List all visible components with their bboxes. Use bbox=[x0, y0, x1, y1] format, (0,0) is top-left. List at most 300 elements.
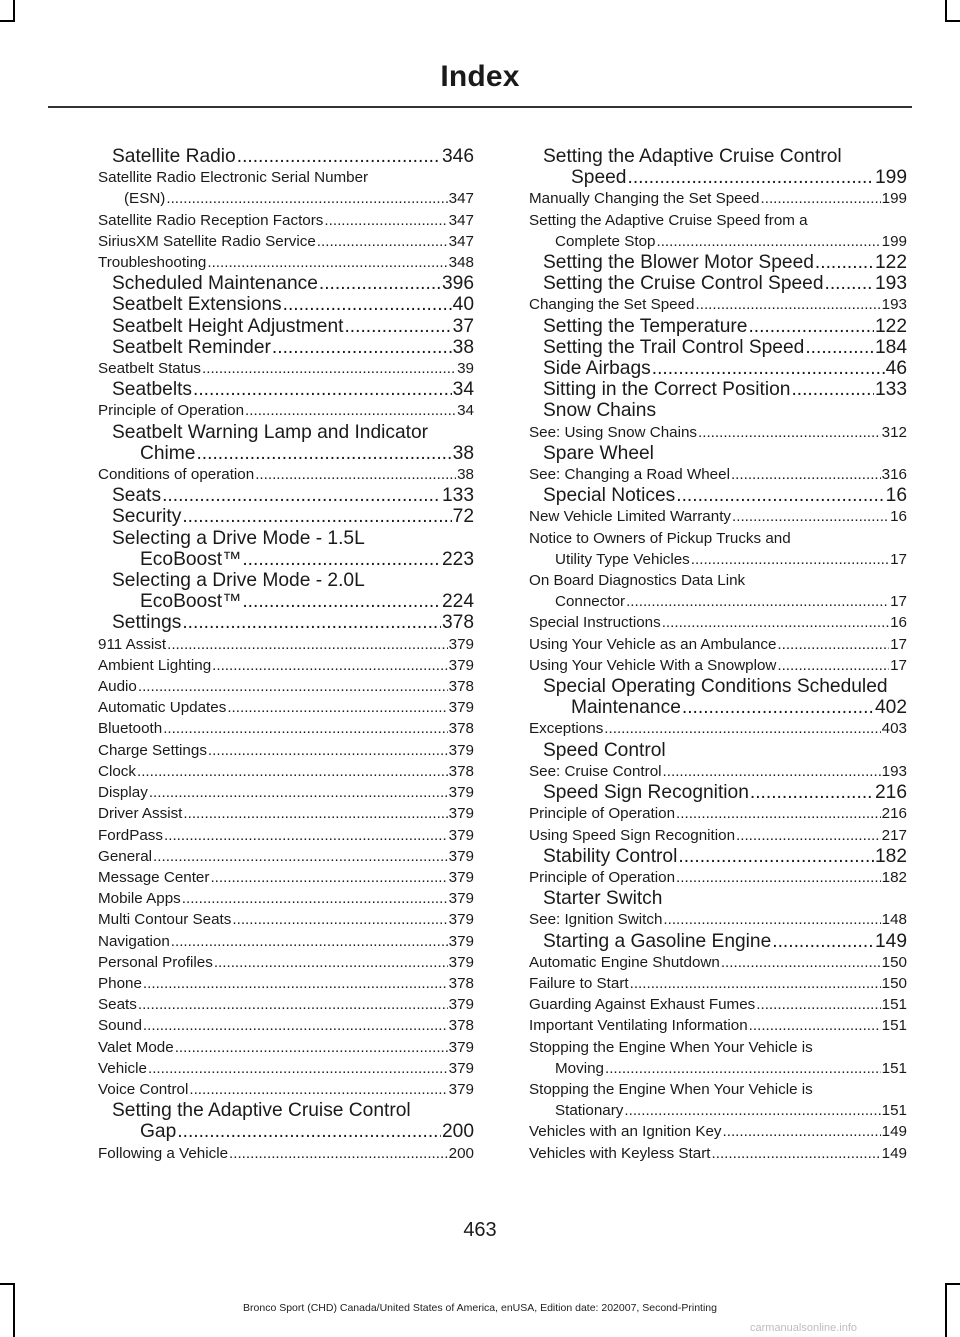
dot-leader bbox=[177, 1121, 441, 1142]
index-entry bbox=[84, 422, 474, 464]
index-column-right bbox=[515, 146, 907, 1164]
entry-page-number: 133 bbox=[874, 379, 907, 401]
dot-leader bbox=[283, 294, 452, 315]
entry-page-number: 379 bbox=[448, 1059, 474, 1077]
entry-text: Display bbox=[98, 784, 148, 802]
index-subentry bbox=[515, 528, 907, 570]
entry-text-continued: (ESN) bbox=[124, 190, 166, 208]
dot-leader bbox=[171, 931, 448, 952]
edition-footer: Bronco Sport (CHD) Canada/United States of America, enUSA, Edition date: 202007, Second-Printing bbox=[243, 1302, 717, 1314]
entry-text: On Board Diagnostics Data Link bbox=[529, 572, 746, 590]
entry-text: Stability Control bbox=[543, 845, 678, 867]
entry-page-number: 379 bbox=[448, 847, 474, 865]
index-entry bbox=[515, 846, 907, 867]
index-entry bbox=[515, 252, 907, 273]
entry-page-number: 223 bbox=[441, 548, 474, 570]
entry-page-number: 402 bbox=[874, 697, 907, 719]
dot-leader bbox=[736, 825, 881, 846]
dot-leader bbox=[183, 803, 447, 824]
entry-page-number: 193 bbox=[874, 273, 907, 295]
entry-text: Personal Profiles bbox=[98, 953, 213, 971]
entry-text: Satellite Radio bbox=[112, 146, 236, 167]
entry-text: Side Airbags bbox=[543, 358, 651, 380]
index-subentry bbox=[84, 909, 474, 930]
dot-leader bbox=[721, 952, 881, 973]
entry-page-number: 378 bbox=[448, 762, 474, 780]
entry-page-number: 72 bbox=[452, 506, 474, 528]
entry-page-number: 199 bbox=[881, 190, 907, 208]
entry-page-number: 379 bbox=[448, 953, 474, 971]
crop-mark-top-right-h bbox=[945, 20, 960, 22]
index-subentry bbox=[84, 655, 474, 676]
dot-leader bbox=[237, 146, 441, 167]
index-subentry bbox=[515, 188, 907, 209]
dot-leader bbox=[242, 549, 441, 570]
entry-page-number: 348 bbox=[448, 254, 474, 272]
entry-page-number: 149 bbox=[881, 1123, 907, 1141]
index-entry bbox=[84, 528, 474, 570]
page-number: 463 bbox=[463, 1219, 497, 1241]
index-subentry bbox=[84, 740, 474, 761]
entry-text: Failure to Start bbox=[529, 974, 629, 992]
entry-page-number: 379 bbox=[448, 784, 474, 802]
dot-leader bbox=[652, 358, 885, 379]
entry-text: Manually Changing the Set Speed bbox=[529, 190, 760, 208]
index-subentry bbox=[515, 994, 907, 1015]
entry-text: See: Using Snow Chains bbox=[529, 423, 697, 441]
entry-text: Message Center bbox=[98, 868, 210, 886]
index-entry bbox=[84, 612, 474, 633]
entry-text: Guarding Against Exhaust Fumes bbox=[529, 996, 756, 1014]
entry-text: 911 Assist bbox=[98, 635, 167, 653]
entry-page-number: 38 bbox=[457, 466, 474, 484]
entry-text-continued: Chime bbox=[140, 442, 196, 464]
entry-page-number: 378 bbox=[448, 1017, 474, 1035]
dot-leader bbox=[167, 634, 448, 655]
dot-leader bbox=[317, 231, 448, 252]
index-subentry bbox=[84, 252, 474, 273]
watermark: carmanualsonline.info bbox=[750, 1322, 858, 1334]
entry-text: Seats bbox=[112, 485, 162, 507]
entry-text: Charge Settings bbox=[98, 741, 207, 759]
dot-leader bbox=[605, 1058, 881, 1079]
entry-text: Exceptions bbox=[529, 720, 604, 738]
index-subentry bbox=[515, 761, 907, 782]
index-subentry bbox=[515, 1143, 907, 1164]
dot-leader bbox=[207, 252, 447, 273]
index-subentry bbox=[84, 1058, 474, 1079]
header-rule bbox=[48, 106, 912, 108]
entry-page-number: 17 bbox=[890, 593, 907, 611]
entry-text: Setting the Adaptive Cruise Speed from a bbox=[529, 211, 808, 229]
crop-mark-bottom-left-h bbox=[0, 1283, 15, 1285]
index-entry bbox=[84, 379, 474, 400]
index-subentry bbox=[84, 634, 474, 655]
entry-text: Setting the Trail Control Speed bbox=[543, 336, 805, 358]
dot-leader bbox=[676, 485, 884, 506]
dot-leader bbox=[196, 443, 451, 464]
entry-text: Principle of Operation bbox=[529, 805, 676, 823]
dot-leader bbox=[227, 697, 447, 718]
dot-leader bbox=[182, 888, 448, 909]
entry-page-number: 182 bbox=[881, 868, 907, 886]
index-subentry bbox=[515, 803, 907, 824]
entry-text: Spare Wheel bbox=[543, 442, 654, 464]
index-subentry bbox=[515, 655, 907, 676]
entry-text: Stopping the Engine When Your Vehicle is bbox=[529, 1038, 813, 1056]
dot-leader bbox=[324, 210, 447, 231]
entry-text: Seatbelts bbox=[112, 379, 193, 401]
entry-text: Stopping the Engine When Your Vehicle is bbox=[529, 1080, 813, 1098]
index-entry bbox=[84, 294, 474, 315]
dot-leader bbox=[756, 994, 880, 1015]
entry-page-number: 150 bbox=[881, 974, 907, 992]
dot-leader bbox=[148, 1058, 448, 1079]
index-subentry bbox=[515, 612, 907, 633]
index-subentry bbox=[84, 867, 474, 888]
index-subentry bbox=[84, 676, 474, 697]
crop-mark-top-left-h bbox=[0, 20, 15, 22]
entry-text: Security bbox=[112, 506, 182, 528]
entry-page-number: 199 bbox=[881, 232, 907, 250]
dot-leader bbox=[162, 485, 441, 506]
entry-text: Driver Assist bbox=[98, 805, 183, 823]
index-subentry bbox=[84, 825, 474, 846]
dot-leader bbox=[663, 761, 881, 782]
entry-text: Selecting a Drive Mode - 1.5L bbox=[112, 527, 365, 549]
dot-leader bbox=[182, 506, 451, 527]
entry-page-number: 216 bbox=[881, 805, 907, 823]
entry-page-number: 34 bbox=[452, 379, 474, 401]
dot-leader bbox=[698, 422, 881, 443]
dot-leader bbox=[791, 379, 874, 400]
entry-page-number: 396 bbox=[441, 273, 474, 295]
entry-text: Special Instructions bbox=[529, 614, 661, 632]
dot-leader bbox=[691, 549, 889, 570]
entry-text: Seatbelt Status bbox=[98, 360, 202, 378]
entry-page-number: 378 bbox=[448, 720, 474, 738]
dot-leader bbox=[272, 337, 452, 358]
entry-text: Setting the Adaptive Cruise Control bbox=[543, 146, 842, 167]
entry-page-number: 150 bbox=[881, 953, 907, 971]
dot-leader bbox=[138, 676, 448, 697]
dot-leader bbox=[662, 612, 889, 633]
entry-text: See: Cruise Control bbox=[529, 762, 662, 780]
entry-page-number: 151 bbox=[881, 1017, 907, 1035]
entry-text: Speed Sign Recognition bbox=[543, 782, 749, 804]
dot-leader bbox=[210, 867, 447, 888]
dot-leader bbox=[777, 655, 889, 676]
entry-page-number: 379 bbox=[448, 890, 474, 908]
entry-page-number: 347 bbox=[448, 232, 474, 250]
dot-leader bbox=[732, 506, 889, 527]
entry-page-number: 378 bbox=[448, 974, 474, 992]
dot-leader bbox=[750, 782, 874, 803]
entry-text: Seatbelt Height Adjustment bbox=[112, 315, 344, 337]
entry-page-number: 200 bbox=[448, 1144, 474, 1162]
index-entry bbox=[84, 506, 474, 527]
entry-page-number: 200 bbox=[441, 1121, 474, 1143]
entry-page-number: 39 bbox=[457, 360, 474, 378]
entry-page-number: 379 bbox=[448, 826, 474, 844]
dot-leader bbox=[678, 846, 874, 867]
index-entry bbox=[515, 400, 907, 421]
entry-text: Mobile Apps bbox=[98, 890, 181, 908]
entry-text: Automatic Updates bbox=[98, 699, 227, 717]
index-column-left bbox=[84, 146, 474, 1164]
index-entry bbox=[84, 316, 474, 337]
index-subentry bbox=[515, 634, 907, 655]
entry-text: Sound bbox=[98, 1017, 142, 1035]
dot-leader bbox=[202, 358, 456, 379]
entry-text: FordPass bbox=[98, 826, 163, 844]
entry-page-number: 151 bbox=[881, 1059, 907, 1077]
dot-leader bbox=[182, 612, 441, 633]
index-subentry bbox=[515, 1015, 907, 1036]
entry-page-number: 16 bbox=[890, 508, 907, 526]
entry-text: See: Ignition Switch bbox=[529, 911, 663, 929]
dot-leader bbox=[175, 1037, 448, 1058]
entry-text: Special Operating Conditions Scheduled bbox=[543, 676, 888, 698]
index-entry bbox=[515, 676, 907, 718]
entry-text: Notice to Owners of Pickup Trucks and bbox=[529, 529, 791, 547]
entry-text: Setting the Cruise Control Speed bbox=[543, 273, 824, 295]
entry-text: Troubleshooting bbox=[98, 254, 207, 272]
entry-text: See: Changing a Road Wheel bbox=[529, 466, 730, 484]
entry-text: Vehicles with an Ignition Key bbox=[529, 1123, 722, 1141]
entry-text: General bbox=[98, 847, 153, 865]
index-entry bbox=[515, 273, 907, 294]
entry-text: Multi Contour Seats bbox=[98, 911, 232, 929]
index-subentry bbox=[515, 1037, 907, 1079]
index-subentry bbox=[84, 358, 474, 379]
dot-leader bbox=[805, 337, 874, 358]
entry-page-number: 122 bbox=[874, 315, 907, 337]
index-entry bbox=[84, 1100, 474, 1142]
entry-text: Scheduled Maintenance bbox=[112, 273, 318, 295]
dot-leader bbox=[193, 379, 452, 400]
entry-page-number: 216 bbox=[874, 782, 907, 804]
index-subentry bbox=[84, 846, 474, 867]
entry-page-number: 312 bbox=[881, 423, 907, 441]
index-subentry bbox=[515, 973, 907, 994]
entry-text: Clock bbox=[98, 762, 136, 780]
dot-leader bbox=[723, 1121, 881, 1142]
index-entry bbox=[515, 316, 907, 337]
index-subentry bbox=[84, 231, 474, 252]
entry-text: Voice Control bbox=[98, 1080, 189, 1098]
index-subentry bbox=[84, 718, 474, 739]
dot-leader bbox=[696, 294, 881, 315]
entry-page-number: 17 bbox=[890, 635, 907, 653]
index-subentry bbox=[84, 803, 474, 824]
entry-page-number: 224 bbox=[441, 591, 474, 613]
index-subentry bbox=[84, 888, 474, 909]
entry-page-number: 184 bbox=[874, 336, 907, 358]
dot-leader bbox=[712, 1143, 881, 1164]
entry-text: Starter Switch bbox=[543, 888, 663, 910]
dot-leader bbox=[138, 994, 448, 1015]
entry-text: Vehicle bbox=[98, 1059, 147, 1077]
index-subentry bbox=[84, 400, 474, 421]
entry-page-number: 149 bbox=[874, 930, 907, 952]
dot-leader bbox=[189, 1079, 447, 1100]
entry-text: Using Your Vehicle as an Ambulance bbox=[529, 635, 777, 653]
entry-text: New Vehicle Limited Warranty bbox=[529, 508, 732, 526]
entry-page-number: 346 bbox=[441, 146, 474, 167]
entry-page-number: 199 bbox=[874, 167, 907, 189]
dot-leader bbox=[825, 273, 874, 294]
entry-text-continued: Moving bbox=[555, 1059, 604, 1077]
index-entry bbox=[515, 358, 907, 379]
index-entry bbox=[515, 379, 907, 400]
entry-page-number: 379 bbox=[448, 699, 474, 717]
index-subentry bbox=[515, 825, 907, 846]
index-subentry bbox=[84, 994, 474, 1015]
index-entry bbox=[84, 570, 474, 612]
index-subentry bbox=[515, 570, 907, 612]
page-title: Index bbox=[440, 60, 520, 93]
index-entry bbox=[515, 782, 907, 803]
entry-text: Ambient Lighting bbox=[98, 656, 212, 674]
entry-page-number: 379 bbox=[448, 741, 474, 759]
index-subentry bbox=[515, 294, 907, 315]
dot-leader bbox=[815, 252, 874, 273]
dot-leader bbox=[656, 231, 880, 252]
dot-leader bbox=[604, 718, 880, 739]
index-subentry bbox=[84, 167, 474, 209]
entry-page-number: 379 bbox=[448, 1080, 474, 1098]
index-subentry bbox=[515, 1079, 907, 1121]
entry-text: Navigation bbox=[98, 932, 170, 950]
dot-leader bbox=[682, 697, 874, 718]
index-subentry bbox=[515, 464, 907, 485]
entry-text: Important Ventilating Information bbox=[529, 1017, 748, 1035]
index-subentry bbox=[84, 1015, 474, 1036]
dot-leader bbox=[137, 761, 448, 782]
dot-leader bbox=[164, 825, 448, 846]
dot-leader bbox=[143, 973, 448, 994]
index-entry bbox=[84, 273, 474, 294]
index-subentry bbox=[515, 210, 907, 252]
dot-leader bbox=[748, 316, 874, 337]
entry-page-number: 378 bbox=[441, 612, 474, 634]
index-subentry bbox=[84, 931, 474, 952]
entry-page-number: 379 bbox=[448, 635, 474, 653]
dot-leader bbox=[627, 167, 874, 188]
dot-leader bbox=[245, 400, 456, 421]
index-subentry bbox=[84, 1143, 474, 1164]
entry-text: Automatic Engine Shutdown bbox=[529, 953, 720, 971]
entry-text-continued: EcoBoost™ bbox=[140, 591, 242, 613]
entry-text: Using Speed Sign Recognition bbox=[529, 826, 736, 844]
entry-text-continued: Complete Stop bbox=[555, 232, 656, 250]
entry-page-number: 34 bbox=[457, 402, 474, 420]
entry-page-number: 16 bbox=[885, 485, 907, 507]
index-entry bbox=[84, 337, 474, 358]
entry-text: Seatbelt Extensions bbox=[112, 294, 282, 316]
dot-leader bbox=[232, 909, 447, 930]
entry-text: Seats bbox=[98, 996, 137, 1014]
dot-leader bbox=[214, 952, 448, 973]
dot-leader bbox=[676, 803, 881, 824]
entry-text-continued: Connector bbox=[555, 593, 626, 611]
entry-page-number: 151 bbox=[881, 1102, 907, 1120]
entry-page-number: 379 bbox=[448, 932, 474, 950]
entry-page-number: 193 bbox=[881, 296, 907, 314]
index-subentry bbox=[84, 952, 474, 973]
index-entry bbox=[84, 146, 474, 167]
dot-leader bbox=[749, 1015, 881, 1036]
dot-leader bbox=[208, 740, 448, 761]
crop-mark-bottom-right-h bbox=[945, 1283, 960, 1285]
dot-leader bbox=[772, 931, 874, 952]
entry-text: Snow Chains bbox=[543, 400, 657, 422]
entry-text: Special Notices bbox=[543, 485, 676, 507]
index-subentry bbox=[84, 782, 474, 803]
dot-leader bbox=[731, 464, 881, 485]
entry-text: Sitting in the Correct Position bbox=[543, 379, 791, 401]
entry-text: Following a Vehicle bbox=[98, 1144, 229, 1162]
dot-leader bbox=[229, 1143, 448, 1164]
entry-text: Changing the Set Speed bbox=[529, 296, 695, 314]
entry-page-number: 40 bbox=[452, 294, 474, 316]
entry-text-continued: Gap bbox=[140, 1121, 177, 1143]
dot-leader bbox=[166, 188, 447, 209]
entry-page-number: 148 bbox=[881, 911, 907, 929]
entry-text: Principle of Operation bbox=[529, 868, 676, 886]
index-subentry bbox=[515, 1121, 907, 1142]
crop-mark-top-right-v bbox=[945, 0, 947, 22]
dot-leader bbox=[761, 188, 881, 209]
index-entry bbox=[515, 740, 907, 761]
entry-page-number: 37 bbox=[452, 315, 474, 337]
entry-page-number: 379 bbox=[448, 996, 474, 1014]
index-subentry bbox=[84, 973, 474, 994]
index-subentry bbox=[84, 761, 474, 782]
dot-leader bbox=[624, 1100, 880, 1121]
entry-text: Selecting a Drive Mode - 2.0L bbox=[112, 570, 365, 592]
index-subentry bbox=[84, 697, 474, 718]
index-entry bbox=[515, 443, 907, 464]
dot-leader bbox=[777, 634, 889, 655]
entry-text: Conditions of operation bbox=[98, 466, 255, 484]
crop-mark-top-left-v bbox=[13, 0, 15, 22]
entry-text-continued: Speed bbox=[571, 167, 627, 189]
entry-text: SiriusXM Satellite Radio Service bbox=[98, 232, 316, 250]
dot-leader bbox=[344, 316, 451, 337]
entry-page-number: 379 bbox=[448, 1038, 474, 1056]
entry-text: Speed Control bbox=[543, 739, 666, 761]
entry-text: Settings bbox=[112, 612, 182, 634]
entry-page-number: 379 bbox=[448, 911, 474, 929]
entry-page-number: 347 bbox=[448, 190, 474, 208]
dot-leader bbox=[242, 591, 441, 612]
dot-leader bbox=[319, 273, 441, 294]
entry-page-number: 193 bbox=[881, 762, 907, 780]
entry-page-number: 17 bbox=[890, 550, 907, 568]
dot-leader bbox=[630, 973, 881, 994]
entry-page-number: 149 bbox=[881, 1144, 907, 1162]
index-entry bbox=[515, 146, 907, 188]
dot-leader bbox=[153, 846, 448, 867]
entry-page-number: 217 bbox=[881, 826, 907, 844]
index-subentry bbox=[515, 867, 907, 888]
index-entry bbox=[515, 888, 907, 909]
index-subentry bbox=[515, 952, 907, 973]
entry-page-number: 403 bbox=[881, 720, 907, 738]
index-subentry bbox=[515, 506, 907, 527]
